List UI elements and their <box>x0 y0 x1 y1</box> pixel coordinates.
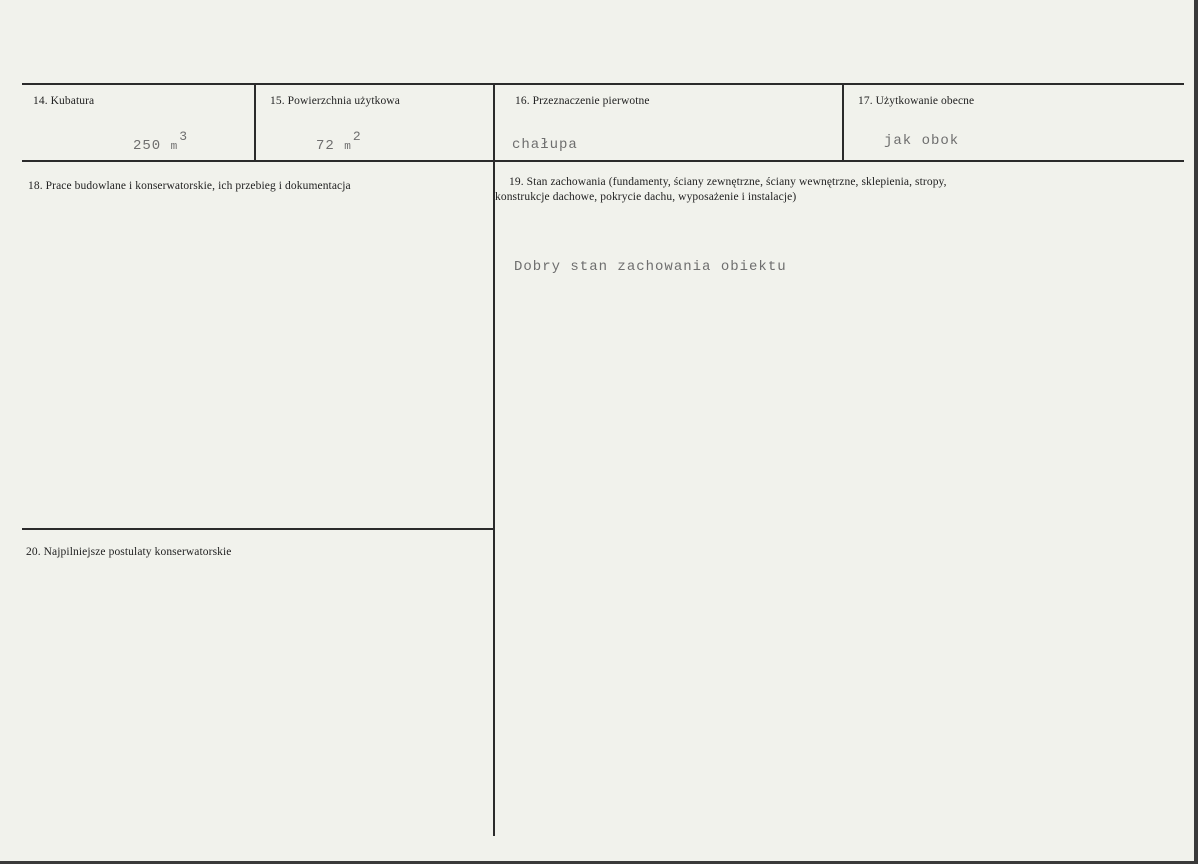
row-divider <box>22 160 1184 162</box>
field-16-label: 16. Przeznaczenie pierwotne <box>515 95 650 107</box>
kubatura-exponent: 3 <box>179 129 189 144</box>
field-19-label-line-1: 19. Stan zachowania (fundamenty, ściany zewnętrzne, ściany wewnętrzne, sklepienia, stropy, <box>509 176 947 188</box>
col-divider-3 <box>842 84 844 161</box>
field-16-value: chałupa <box>512 137 578 153</box>
powierzchnia-unit: m <box>344 141 352 153</box>
top-rule <box>22 83 1184 85</box>
section-divider-left <box>22 528 493 530</box>
field-14-value <box>133 129 189 154</box>
card-edge-right <box>1194 0 1198 864</box>
field-15-value <box>316 129 362 154</box>
field-15-label: 15. Powierzchnia użytkowa <box>270 95 400 107</box>
field-20-label: 20. Najpilniejsze postulaty konserwatorskie <box>26 546 232 558</box>
powierzchnia-exponent: 2 <box>352 129 362 144</box>
field-18-label: 18. Prace budowlane i konserwatorskie, ich przebieg i dokumentacja <box>28 180 351 192</box>
field-14-label: 14. Kubatura <box>33 95 95 107</box>
powierzchnia-number: 72 <box>316 138 335 154</box>
kubatura-number: 250 <box>133 138 162 154</box>
kubatura-unit: m <box>170 141 179 153</box>
field-17-value: jak obok <box>884 133 960 149</box>
field-19-value: Dobry stan zachowania obiektu <box>514 259 787 275</box>
col-divider-1 <box>254 84 256 161</box>
field-19-label-line-2: konstrukcje dachowe, pokrycie dachu, wyposażenie i instalacje) <box>495 191 797 203</box>
field-17-label: 17. Użytkowanie obecne <box>858 95 975 107</box>
